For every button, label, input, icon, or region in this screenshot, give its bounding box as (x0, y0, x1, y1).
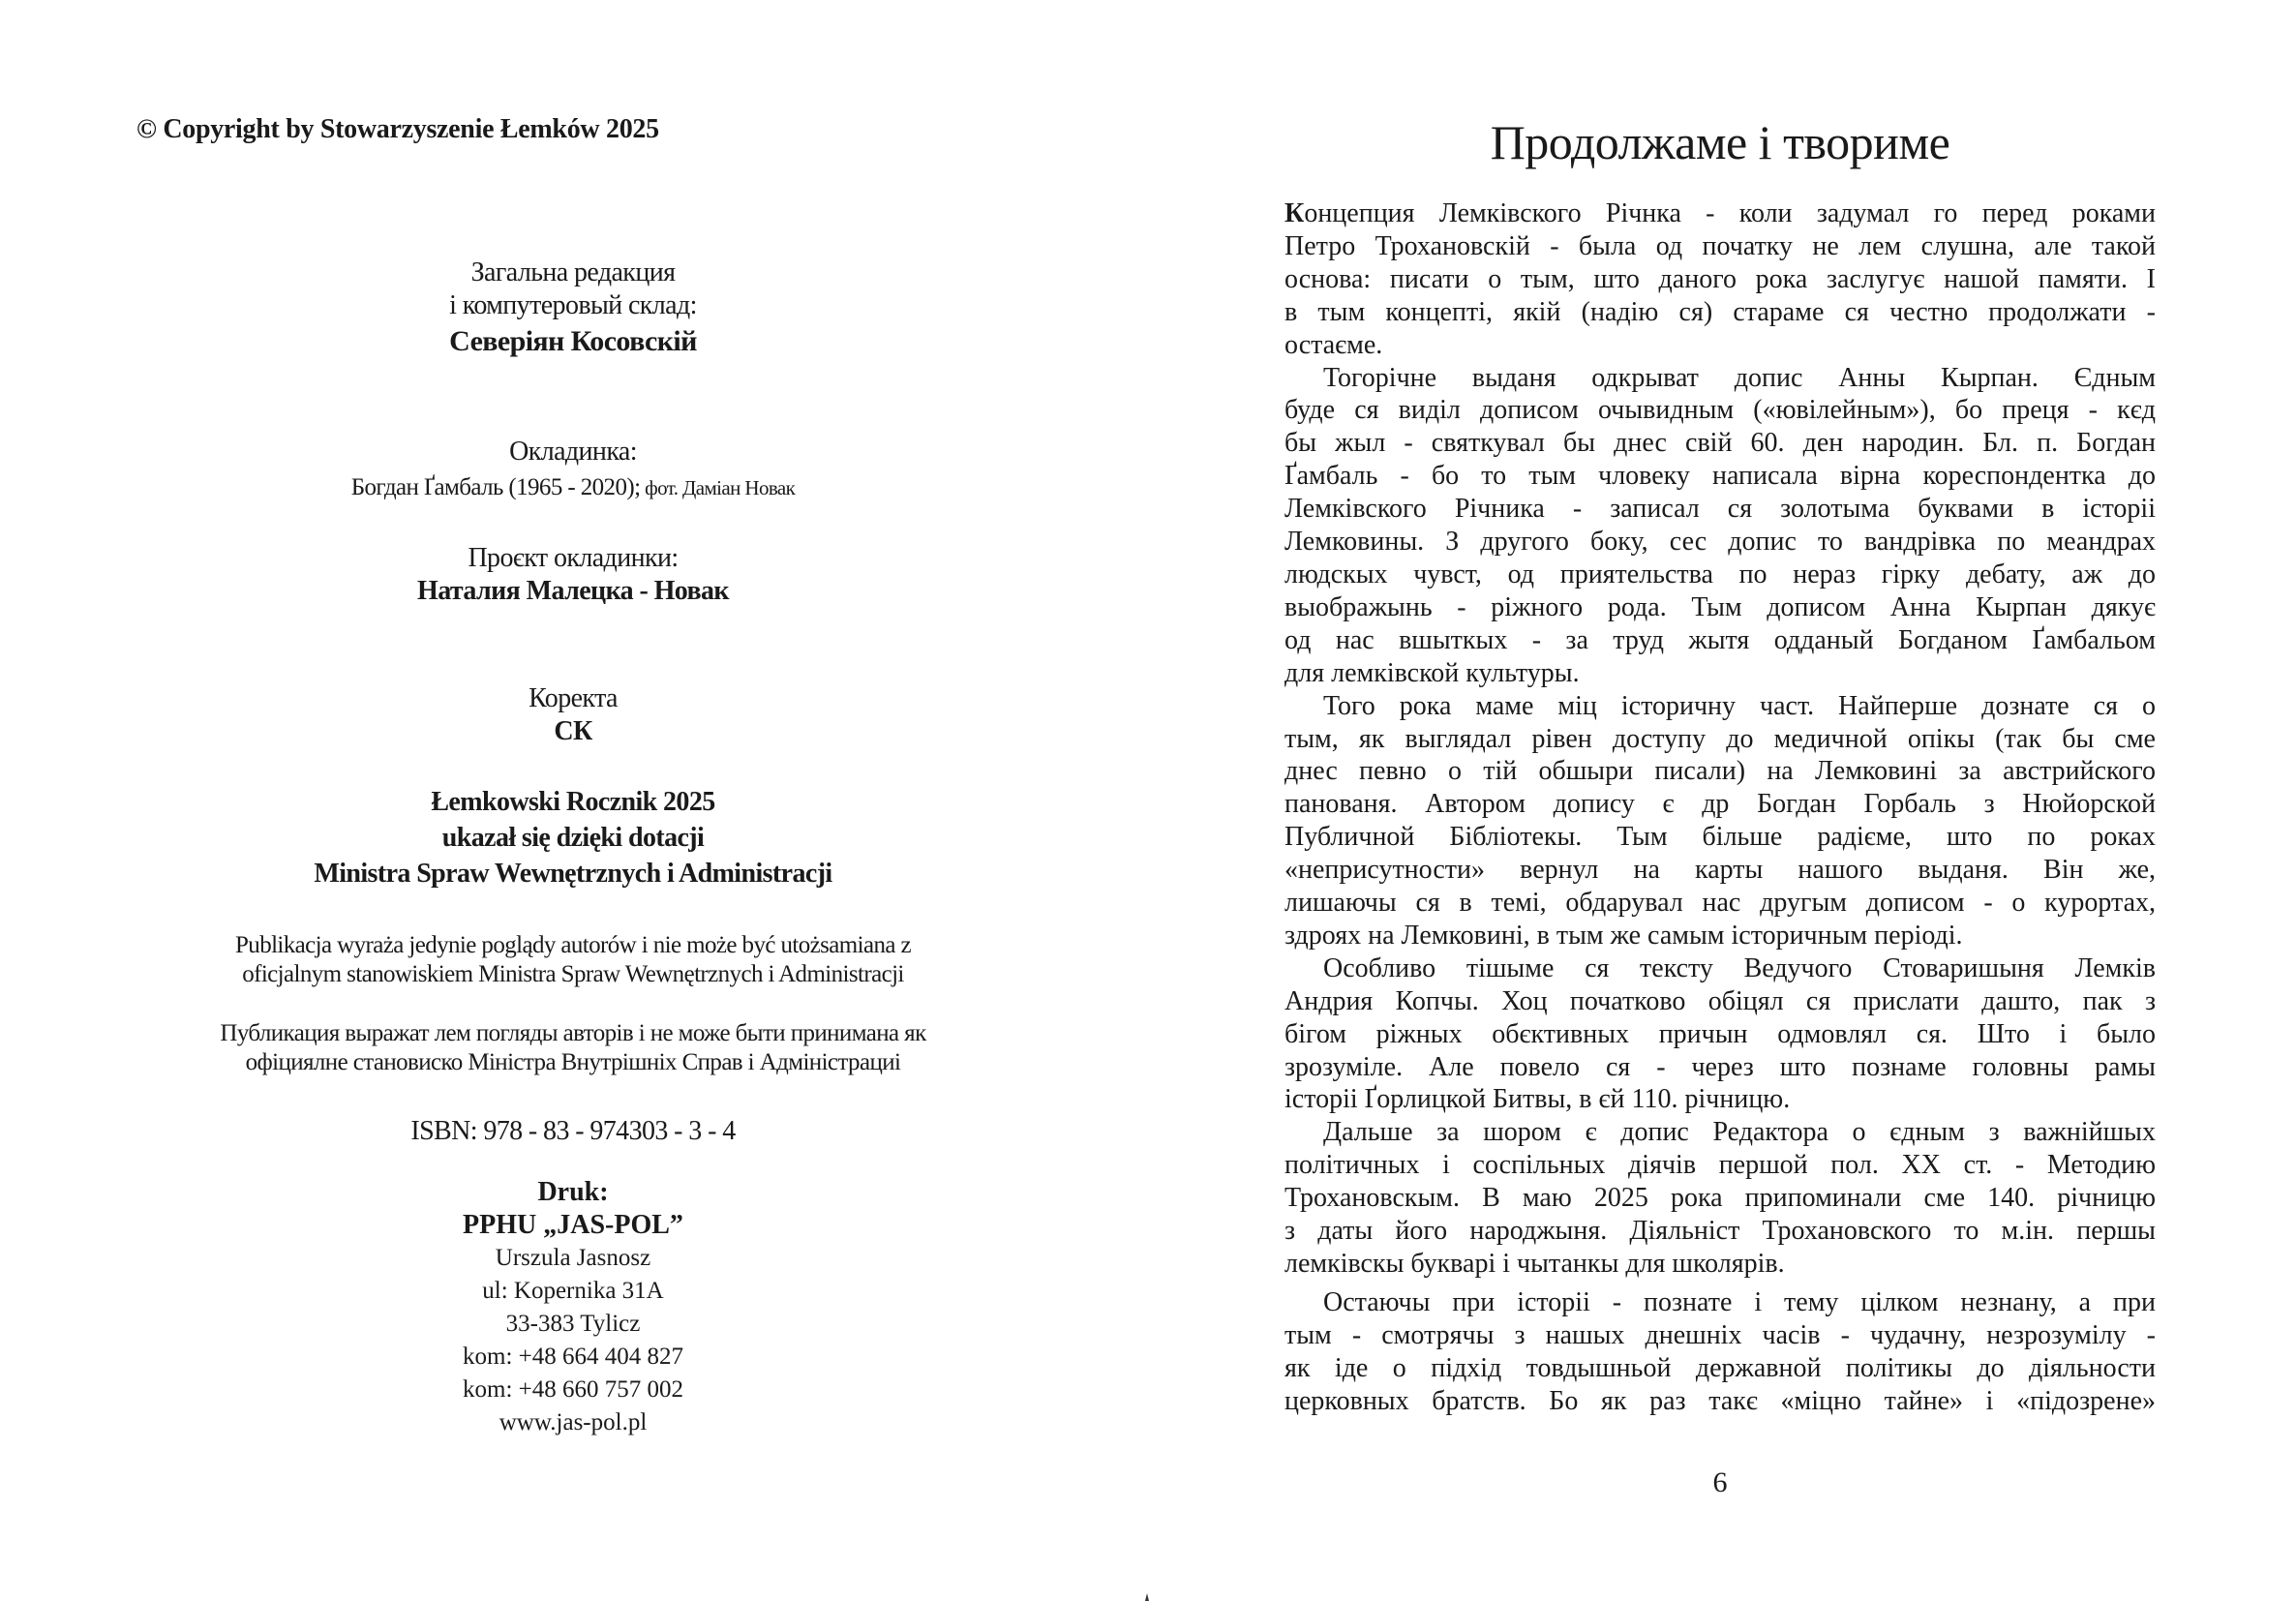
body-line: Тогорічне выданя одкрыват допис Анны Кырпан. Єдным (1323, 362, 2156, 393)
fold-mark-icon (1145, 1593, 1149, 1601)
body-line: для лемківской культуры. (1284, 657, 1580, 688)
copyright-notice: © Copyright by Stowarzyszenie Łemków 2025 (136, 114, 659, 144)
body-line: остаєме. (1284, 329, 1383, 360)
body-line: Публичной Бібліотекы. Тым більше радієме, што по роках (1284, 822, 2156, 853)
cover-photo-credit: фот. Даміан Новак (640, 476, 796, 499)
disclaimer-lemko (137, 1019, 1009, 1077)
funding-line2: ukazał się dzięki dotacji (441, 823, 705, 853)
editor-name: Северіян Косовскій (449, 325, 697, 357)
body-line: панованя. Автором допису є др Богдан Горбаль з Нюйорской (1284, 789, 2156, 820)
funding-line1: Łemkowski Rocznik 2025 (431, 787, 715, 817)
body-line: буде ся виділ дописом очывидным («ювілейным»), бо преця - кєд (1284, 395, 2156, 426)
body-line: Петро Трохановскій - была од початку не лем слушна, але такой (1284, 230, 2156, 261)
printer-info (137, 1176, 1009, 1439)
body-line: выображынь - ріжного рода. Тым дописом Анна Кырпан дякує (1284, 591, 2156, 622)
body-line: з даты його народжыня. Діяльніст Трохановского то м.ін. першы (1284, 1216, 2156, 1247)
printer-street: ul: Kopernika 31A (482, 1278, 664, 1304)
body-line: Ґамбаль - бо то тым чловеку написала вірна кореспондентка до (1284, 461, 2156, 492)
body-line: од нас вшыткых - за труд жытя одданый Богданом Ґамбальом (1284, 624, 2156, 655)
printer-website: www.jas-pol.pl (498, 1409, 648, 1435)
cover-designer-name: Наталия Малецка - Новак (417, 576, 729, 606)
body-line: «неприсутности» вернул на карты нашого выданя. Він же, (1284, 855, 2156, 886)
proofreader-name: СК (554, 716, 592, 746)
body-line: Особливо тішыме ся тексту Ведучого Стоваришыня Лемків (1323, 952, 2156, 983)
paragraph-5 (1284, 1116, 2156, 1281)
editing-label-line2: і компутеровый склад: (449, 290, 697, 320)
body-line: як іде о підхід товдышньой державной політикы до діяльности (1284, 1352, 2156, 1383)
disclaimer-lem-line1: Публикация выражат лем погляды авторів і не може быти принимана як (220, 1020, 926, 1046)
body-line: церковных братств. Бо як раз такє «міцно тайне» і «підозрене» (1284, 1385, 2156, 1416)
body-line: Андрия Копчы. Хоц початково обіцял ся прислати дашто, пак з (1284, 985, 2156, 1016)
body-line: лишаючы ся в темі, обдарувал нас другым дописом - о курортах, (1284, 888, 2156, 919)
body-line: політичных і соспільных діячів першой пол. ХХ ст. - Методию (1284, 1150, 2156, 1181)
body-line: Концепция Лемківского Річнка - коли задумал го перед роками (1284, 198, 2156, 228)
article-body (1284, 197, 2156, 1418)
printer-phone2: kom: +48 660 757 002 (463, 1376, 683, 1403)
editing-credit (137, 257, 1009, 361)
disclaimer-lem-line2: офіциялне становиско Міністра Внутрішніх Справ і Адміністрациі (245, 1049, 901, 1075)
body-line: людскых чувст, од приятельства по нераз гірку дебату, аж до (1284, 559, 2156, 589)
body-line: основа: писати о тым, што даного рока заслугує нашой памяти. І (1284, 263, 2156, 294)
isbn (137, 1115, 1009, 1148)
body-line: бы жыл - святкувал бы днес свій 60. ден народин. Бл. п. Богдан (1284, 428, 2156, 459)
proofreading-credit (137, 682, 1009, 748)
printer-company: PPHU „JAS-POL” (463, 1210, 683, 1240)
printer-phone1: kom: +48 664 404 827 (463, 1344, 683, 1370)
cover-design-label: Проєкт окладинки: (468, 543, 679, 573)
body-line: в тым концепті, якій (надію ся) стараме ся честно продолжати - (1284, 296, 2156, 327)
paragraph-4 (1284, 952, 2156, 1117)
disclaimer-pl-line1: Publikacja wyraża jedynie poglądy autorów i nie może być utożsamiana z (234, 932, 911, 958)
printer-city: 33-383 Tylicz (505, 1311, 641, 1337)
body-line: Трохановскым. В маю 2025 рока припоминали сме 140. річницю (1284, 1183, 2156, 1214)
body-line: лемківскы букварі і чытанкы для школярів. (1284, 1249, 1785, 1279)
printer-contact-name: Urszula Jasnosz (495, 1245, 651, 1271)
body-line: бігом ріжных обєктивных причын одмовлял ся. Што і было (1284, 1018, 2156, 1049)
proofreading-label: Коректа (529, 683, 618, 713)
disclaimer-pl-line2: oficjalnym stanowiskiem Ministra Spraw Wewnętrznych i Administracji (242, 961, 904, 987)
paragraph-6 (1284, 1286, 2156, 1418)
printer-label: Druk: (537, 1177, 609, 1207)
disclaimer-polish (137, 931, 1009, 989)
body-line: здроях на Лемковині, в тым же самым історичным періоді. (1284, 920, 1963, 951)
cover-design-credit (137, 542, 1009, 608)
body-line: Остаючы при історіі - познате і тему цілком незнану, а при (1323, 1286, 2156, 1317)
cover-author: Богдан Ґамбаль (1965 - 2020); (350, 474, 641, 500)
isbn-number: ISBN: 978 - 83 - 974303 - 3 - 4 (410, 1116, 736, 1146)
body-line: тым - смотрячы з нашых днешніх часів - чудачну, незрозумілу - (1284, 1319, 2156, 1350)
page-number: 6 (1712, 1466, 1728, 1498)
body-line: Того рока маме міц історичну част. Найперше дознате ся о (1323, 690, 2156, 721)
body-line: історіі Ґорлицкой Битвы, в єй 110. річницю. (1284, 1084, 1791, 1115)
body-line: Лемковины. З другого боку, сес допис то вандрівка по меандрах (1284, 527, 2156, 558)
cover-label: Окладинка: (509, 437, 637, 467)
cover-author-line (137, 468, 1009, 510)
body-line: днес певно о тій обшыри писали) на Лемковині за австрийского (1284, 756, 2156, 787)
paragraph-2 (1284, 362, 2156, 690)
body-line: зрозуміле. Але повело ся - через што познаме головны рамы (1284, 1051, 2156, 1082)
funding-line3: Ministra Spraw Wewnętrznych i Administracji (314, 859, 832, 889)
initial-letter: К (1284, 198, 1305, 228)
paragraph-1 (1284, 197, 2156, 362)
cover-credit (137, 436, 1009, 510)
body-line: тым, як выглядал рівен доступу до медичной опікы (так бы сме (1284, 723, 2156, 754)
editing-label-line1: Загальна редакция (470, 257, 676, 287)
paragraph-3 (1284, 690, 2156, 952)
body-line: Лемківского Річника - записал ся золотыма буквами в історіі (1284, 494, 2156, 525)
body-line: Дальше за шором є допис Редактора о єдным з важнійшых (1323, 1117, 2156, 1148)
article-title: Продолжаме і твориме (1490, 115, 1950, 169)
funding-notice (137, 784, 1009, 891)
